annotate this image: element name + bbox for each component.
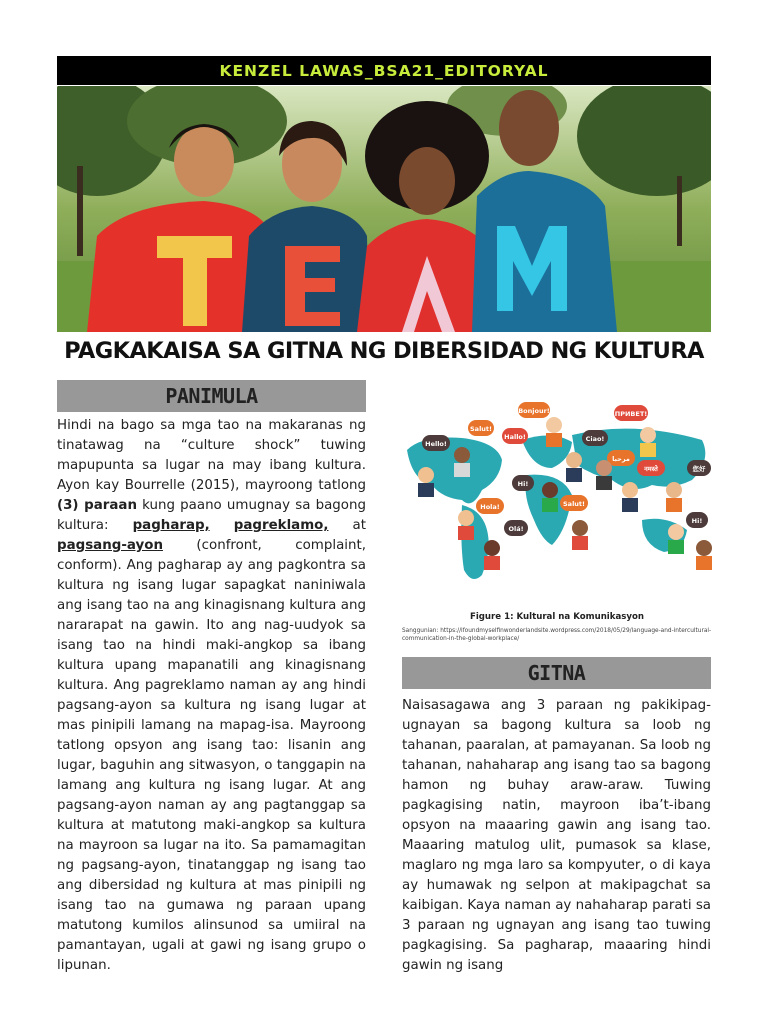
world-greetings-figure [402, 380, 712, 610]
bubble: Hola! [480, 503, 500, 511]
bubble: Ciao! [585, 435, 605, 443]
editorial-header [57, 56, 711, 85]
bubble: Salut! [470, 425, 492, 433]
panimula-and: at [328, 518, 366, 533]
panimula-text-2: kung paano umugnay sa bagong kultura: [57, 498, 366, 533]
bubble: Hello! [425, 440, 447, 448]
term-pagsang-ayon: pagsang-ayon [57, 538, 163, 553]
panimula-text-3: (confront, complaint, conform). Ang pagharap ay ang pagkontra sa kultura ng isang lugar sapagkat naniniwala ang isang tao na ang kinagisnang kultura ang nararapat na gawin. Ito ang nag-uudyok sa isang tao na hindi maki-angkop sa ibang kultura upang mapanatili ang kinagisnang kultura. Ang pagreklamo naman ay ang hindi pagsang-ayon sa kultura ng isang lugar at mas pinipili lamang na mapag-isa. Mayroong tatlong opsyon ang isang tao: lisanin ang lugar, baguhin ang sitwasyon, o tanggapin na lamang ang kultura ng isang lugar. At ang pagsang-ayon naman ay ang pagtanggap sa kultura at matutong maki-angkop sa kultura na mayroon sa lugar na ito. Sa pamamagitan ng pagsang-ayon, tinatanggap ng isang tao ang dibersidad ng kultura at mas pinipili ng isang tao na gumawa ng paraan upang matutong kumilos alinsunod sa umiiral na pamantayan, ugali at gawi ng isang grupo o lipunan. [57, 538, 366, 973]
bubble: Hi! [691, 517, 703, 525]
term-pagharap: pagharap, [132, 518, 210, 533]
bubble: مرحبا [612, 455, 630, 463]
bubble: 您好 [692, 465, 706, 473]
panimula-heading [57, 380, 366, 412]
term-pagreklamo: pagreklamo, [233, 518, 329, 533]
bubble: Hallo! [504, 433, 526, 441]
panimula-text-1: Hindi na bago sa mga tao na makaranas ng tinatawag na “culture shock” tuwing mapupunta sa lugar na may ibang kultura. Ayon kay Bourrelle (2015), mayroong tatlong [57, 418, 366, 493]
bubble: Bonjour! [518, 407, 550, 415]
figure-caption: Figure 1: Kultural na Komunikasyon [469, 612, 645, 622]
bubble: Salut! [563, 500, 585, 508]
figure-source: Sanggunian: https://ifoundmyselfinwonderlandsite.wordpress.com/2018/05/29/language-and-intercultural-communication-in-the-global-workplace/ [402, 628, 712, 642]
header-title: KENZEL LAWAS_BSA21_EDITORYAL [219, 61, 549, 80]
gitna-body: Naisasagawa ang 3 paraan ng pakikipag-ugnayan sa bagong kultura sa loob ng tahanan, paaralan, at pamayanan. Sa loob ng tahanan, nahaharap ang isang tao sa bagong hamon ng buhay araw-araw. Tuwing pagkagising natin, mayroon iba’t-ibang opsyon na maaaring gawin ang isang tao. Maaaring matulog ulit, pumasok sa klase, maglaro ng mga laro sa kompyuter, o di kaya ay humawak ng selpon at makipagchat sa kaibigan. Kaya naman ay nahaharap parati sa 3 paraan ng ugnayan ang isang tao tuwing pagkagising. Sa pagharap, maaaring hindi gawin ng isang [402, 698, 711, 973]
gitna-heading-text: GITNA [527, 661, 586, 685]
bubble: Hi! [517, 480, 529, 488]
bubble: Olá! [508, 525, 524, 533]
bubble: ПРИВЕТ! [614, 410, 648, 418]
panimula-body [57, 416, 366, 976]
panimula-heading-text: PANIMULA [165, 384, 258, 408]
gitna-heading [402, 657, 711, 689]
panimula-bold-count: (3) paraan [57, 498, 137, 513]
bubble: नमस्ते [644, 465, 658, 473]
team-photo [57, 86, 711, 332]
main-title: PAGKAKAISA SA GITNA NG DIBERSIDAD NG KULTURA [64, 338, 704, 364]
